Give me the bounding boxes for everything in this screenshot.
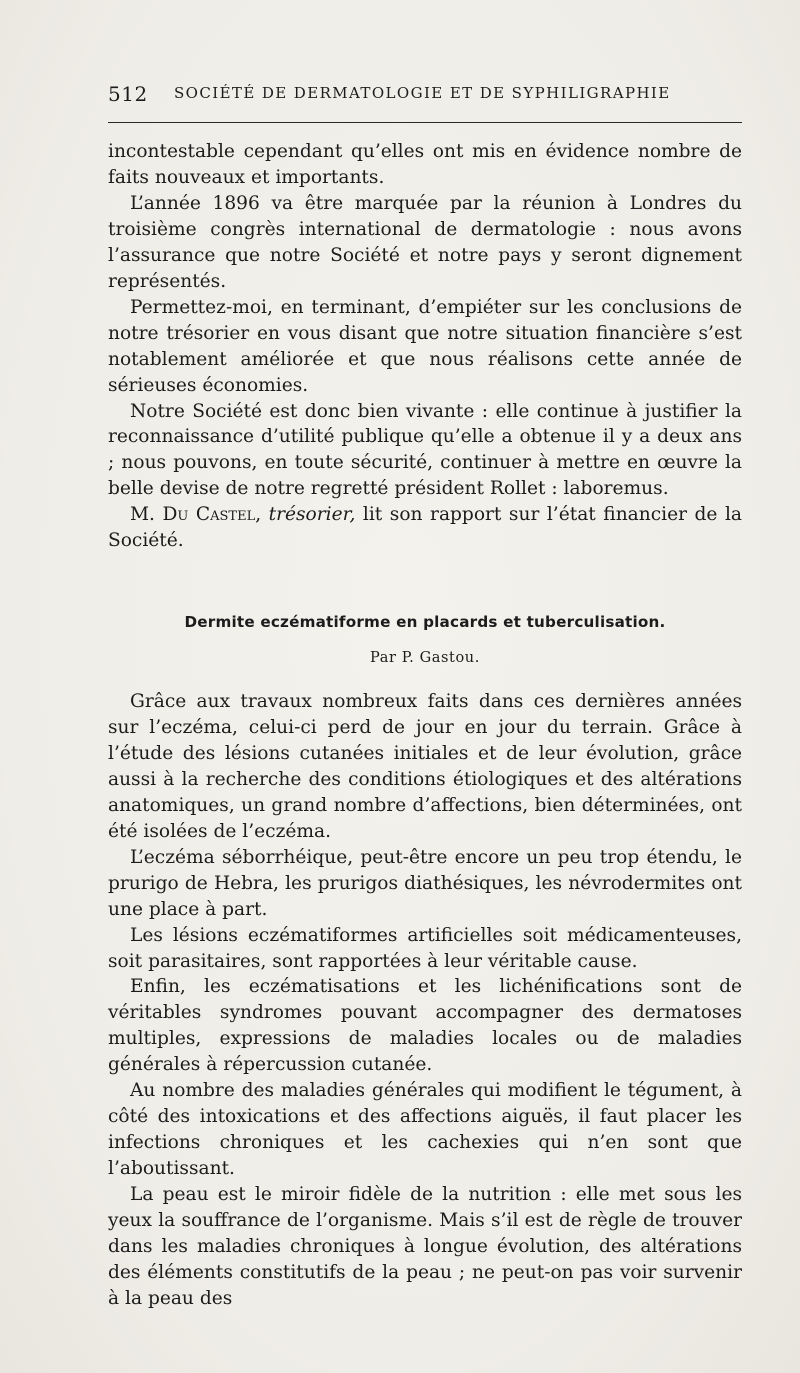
treasurer-paragraph	[108, 502, 742, 554]
paragraph: Au nombre des maladies générales qui modifient le tégument, à côté des intoxications et des affections aiguës, il faut placer les infections chroniques et les cachexies qui n’en sont que l’aboutissant.	[108, 1080, 742, 1180]
treasurer-role: trésorier,	[268, 504, 356, 526]
preceding-report-text	[108, 139, 742, 554]
paragraph: Grâce aux travaux nombreux faits dans ces dernières années sur l’eczéma, celui-ci perd de jour en jour du terrain. Grâce à l’étude des lésions cutanées initiales et de leur évolution, grâce aussi à la recherche des conditions étiologiques et des altérations anatomiques, un grand nombre d’affections, bien déterminées, ont été isolées de l’eczéma.	[108, 691, 742, 842]
paragraph: L’année 1896 va être marquée par la réunion à Londres du troisième congrès international de dermatologie : nous avons l’assurance que notre Société et notre pays y seront dignement représentés.	[108, 192, 742, 292]
header-rule	[108, 122, 742, 123]
treasurer-statement: lit son rapport sur l’état financier de la Société.	[108, 504, 742, 552]
page-header	[108, 82, 744, 104]
paragraph: incontestable cependant qu’elles ont mis en évidence nombre de faits nouveaux et importants.	[108, 141, 742, 188]
treasurer-name: M. Du Castel,	[130, 504, 262, 526]
article-body	[108, 689, 742, 1312]
paragraph: La peau est le miroir fidèle de la nutrition : elle met sous les yeux la souffrance de l’organisme. Mais s’il est de règle de trouver dans les maladies chroniques à longue évolution, des altérations des éléments constitutifs de la peau ; ne peut-on pas voir survenir à la peau des	[108, 1184, 742, 1309]
paragraph: Notre Société est donc bien vivante : elle continue à justifier la reconnaissance d’utilité publique qu’elle a obtenue il y a deux ans ; nous pouvons, en toute sécurité, continuer à mettre en œuvre la belle devise de notre regretté président Rollet : laboremus.	[108, 400, 742, 500]
article-title: Dermite eczématiforme en placards et tuberculisation.	[184, 613, 666, 631]
running-title: SOCIÉTÉ DE DERMATOLOGIE ET DE SYPHILIGRAPHIE	[174, 84, 671, 102]
paragraph: Enfin, les eczématisations et les lichénifications sont de véritables syndromes pouvant accompagner des dermatoses multiples, expressions de maladies locales ou de maladies générales à répercussion cutanée.	[108, 976, 742, 1076]
paragraph: Les lésions eczématiformes artificielles soit médicamenteuses, soit parasitaires, sont rapportées à leur véritable cause.	[108, 924, 742, 972]
paragraph: L’eczéma séborrhéique, peut-être encore un peu trop étendu, le prurigo de Hebra, les prurigos diathésiques, les névrodermites ont une place à part.	[108, 846, 742, 920]
paragraph: Permettez-moi, en terminant, d’empiéter sur les conclusions de notre trésorier en vous disant que notre situation financière s’est notablement améliorée et que nous réalisons cette année de sérieuses économies.	[108, 296, 742, 396]
page-number: 512	[108, 82, 148, 106]
article-byline: Par P. Gastou.	[370, 650, 480, 666]
